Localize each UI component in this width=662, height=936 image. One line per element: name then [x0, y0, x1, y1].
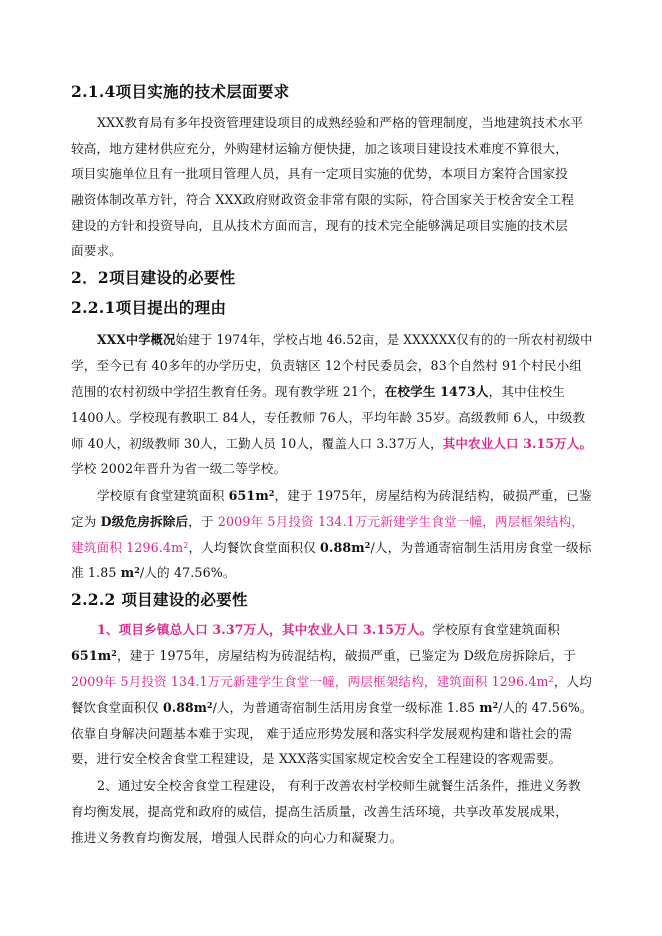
heading-2-2-1: 2.2.1项目提出的理由	[71, 298, 227, 317]
p1-line-3: 项目实施单位且有一批项目管理人员，具有一定项目实施的优势，本项目方案符合国家投	[71, 166, 569, 181]
p4-line-2	[71, 645, 576, 664]
new-canteen-highlight-b: 2009年 5月投资 134.1万元新建学生食堂一幢，两层框架结构，建筑面积 $1296.4m^2$	[71, 674, 554, 689]
p3-line-3	[71, 537, 592, 556]
p1-line-6: 面要求。	[71, 243, 122, 258]
unit-m2: $m^2$	[120, 565, 140, 580]
p4-line-4-rest: /人的 47.56%。	[498, 700, 593, 715]
p2-line-3	[71, 381, 565, 400]
school-name: XXX中学概况	[97, 332, 176, 347]
p2-line-5-text: 师 40人，初级教师 30人，工勤人员 10人，覆盖人口 3.37万人，	[71, 436, 443, 451]
p2-line-4: 1400人。学校现有教职工 84人，专任教师 76人，平均年龄 35岁。高级教师 6人，中级教	[71, 410, 586, 425]
p2-line-1-text: 始建于 1974年，学校占地 46.52亩，是 XXXXXX仅有的的一所农村初级中	[175, 332, 593, 347]
heading-2-2: 2．2项目建设的必要性	[71, 268, 236, 287]
per-capita-area: $0.88m^2$	[320, 540, 371, 555]
d-level-demolition: D级危房拆除后	[100, 514, 189, 529]
p4-line-4	[71, 697, 592, 716]
p5-line-3: 推进义务教育均衡发展，增强人民群众的向心力和凝聚力。	[71, 830, 403, 845]
p1-line-5: 建设的方针和投资导向，且从技术方面而言，现有的技术完全能够满足项目实施的技术层	[71, 218, 569, 233]
p2-line-5	[71, 433, 592, 452]
p2-line-3-text: 范围的农村初级中学招生教育任务。现有教学班 21个，	[71, 384, 385, 399]
p4-line-1	[97, 619, 560, 638]
p3-line-1-rest: ，建于 1975年，房屋结构为砖混结构，破损严重，已鉴	[274, 488, 592, 503]
heading-2-1-4: 2.1.4项目实施的技术层面要求	[71, 82, 290, 101]
p4-line-3	[71, 671, 592, 690]
p1-line-2: 较高，地方建材供应充分，外购建材运输方便快捷，加之该项目建设技术难度不算很大，	[71, 141, 569, 156]
p3-line-2-text: 定为	[71, 514, 101, 529]
p3-line-4	[71, 562, 236, 581]
p2-line-2: 学，至今已有 40多年的办学历史，负责辖区 12个村民委员会，83个自然村 91个村民小组	[71, 358, 583, 373]
unit-m2-b: $m^2$	[479, 700, 499, 715]
p3-line-3-text: ，人均餐饮食堂面积仅	[188, 540, 321, 555]
p4-line-2-rest: ，建于 1975年，房屋结构为砖混结构，破损严重，已鉴定为 D级危房拆除后，于	[116, 648, 576, 663]
p3-line-4-text: 准 1.85	[71, 565, 121, 580]
p2-line-3-tail: ，其中住校生	[488, 384, 565, 399]
p3-line-3-rest: /人，为普通寄宿制生活用房食堂一级标	[370, 540, 592, 555]
p4-line-4-mid: /人，为普通寄宿制生活用房食堂一级标准 1.85	[212, 700, 480, 715]
population-highlight: 1、项目乡镇总人口 3.37万人，其中农业人口 3.15万人。	[97, 622, 433, 637]
area-651-b: $651m^2$	[71, 648, 117, 663]
building-area-highlight: 建筑面积 $1296.4m^2$	[71, 540, 189, 555]
p5-line-2: 育均衡发展，提高党和政府的威信，提高生活质量，改善生活环境，共享改革发展成果，	[71, 804, 569, 819]
p3-line-2	[71, 511, 584, 530]
p4-line-5: 依靠自身解决问题基本难于实现， 难于适应形势发展和落实科学发展观构建和谐社会的需	[71, 726, 573, 741]
p4-line-3-rest: ，人均	[553, 674, 592, 689]
student-count: 在校学生 1473人	[384, 384, 489, 399]
p3-line-4-rest: /人的 47.56%。	[139, 565, 236, 580]
p3-line-1-text: 学校原有食堂建筑面积	[97, 488, 229, 503]
area-651: $651m^2$	[228, 488, 275, 503]
p1-line-1: XXX教育局有多年投资管理建设项目的成熟经验和严格的管理制度，当地建筑技术水平	[97, 115, 584, 130]
p2-line-6: 学校 2002年晋升为省一级二等学校。	[71, 461, 287, 476]
p4-line-1-rest: 学校原有食堂建筑面积	[432, 622, 560, 637]
p4-line-4-text: 餐饮食堂面积仅	[71, 700, 163, 715]
new-canteen-highlight: 2009年 5月投资 134.1万元新建学生食堂一幢，两层框架结构，	[217, 514, 585, 529]
agri-population-highlight: 其中农业人口 3.15万人。	[442, 436, 593, 451]
heading-2-2-2: 2.2.2 项目建设的必要性	[71, 590, 248, 609]
p1-line-4: 融资体制改革方针，符合 XXX政府财政资金非常有限的实际，符合国家关于校舍安全工程	[71, 192, 575, 207]
p4-line-6: 要，进行安全校舍食堂工程建设，是 XXX落实国家规定校舍安全工程建设的客观需要。	[71, 751, 562, 766]
p3-line-1	[97, 485, 592, 504]
per-capita-area-b: $0.88m^2$	[162, 700, 213, 715]
p3-line-2-mid: ，于	[188, 514, 218, 529]
p5-line-1: 2、通过安全校舍食堂工程建设， 有利于改善农村学校师生就餐生活条件，推进义务教	[97, 778, 581, 793]
p2-line-1	[97, 329, 592, 348]
